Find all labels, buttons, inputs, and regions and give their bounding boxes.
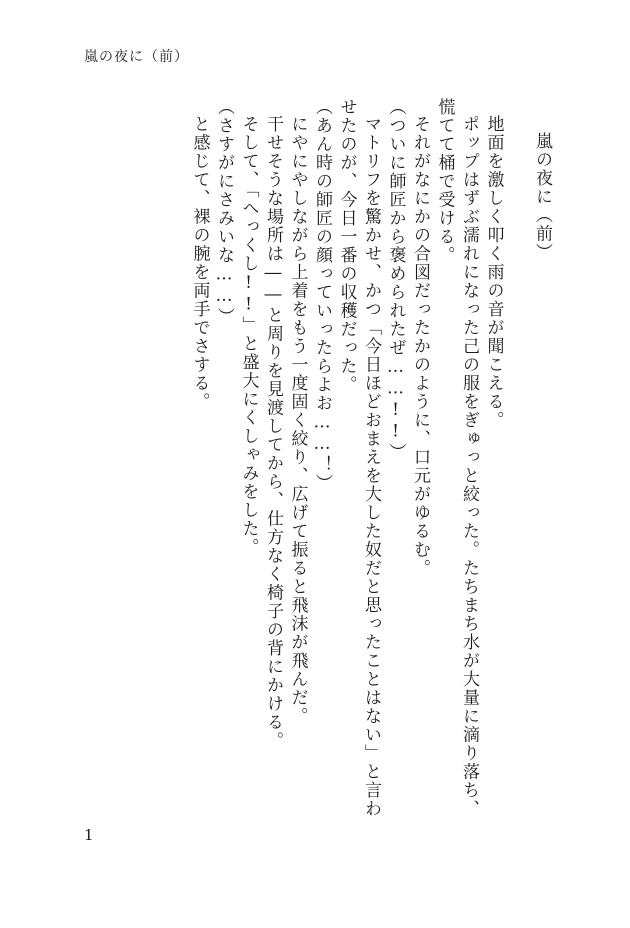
paragraph: ポップはずぶ濡れになった己の服をぎゅっと絞った。たちまち水が大量に滴り落ち、慌てて桶で受ける。 [434,98,479,818]
paragraph: と感じて、裸の腕を両手でさする。 [189,115,210,411]
paragraph: （ついに師匠から褒められたぜ……!!） [385,98,406,462]
chapter-title: 嵐の夜に（前） [532,132,552,262]
paragraph: それがなにかの合図だったかのように、口元がゆるむ。 [410,115,430,578]
paragraph: 干せそうな場所は――と周りを見渡してから、仕方なく椅子の背にかける。 [263,115,283,750]
paragraph: （あん時の師匠の顔っていったらよお……！） [312,98,332,493]
vertical-text-body [187,98,554,828]
paragraph: にやにやしながら上着をもう一度固く絞り、広げて振ると飛沫が飛んだ。 [287,115,308,726]
paragraph: マトリフを驚かせ、かつ「今日ほどおまえを大した奴だと思ったことはない」と言わせたのが、今日一番の収穫だった。 [336,98,381,818]
running-header: 嵐の夜に（前） [84,49,189,65]
paragraph: （さすがにさみいな……） [214,98,234,326]
page-number: 1 [84,826,94,844]
paragraph: そして、「へっくし!!」と盛大にくしゃみをした。 [238,115,259,557]
paragraph: 地面を激しく叩く雨の音が聞こえる。 [483,115,504,430]
